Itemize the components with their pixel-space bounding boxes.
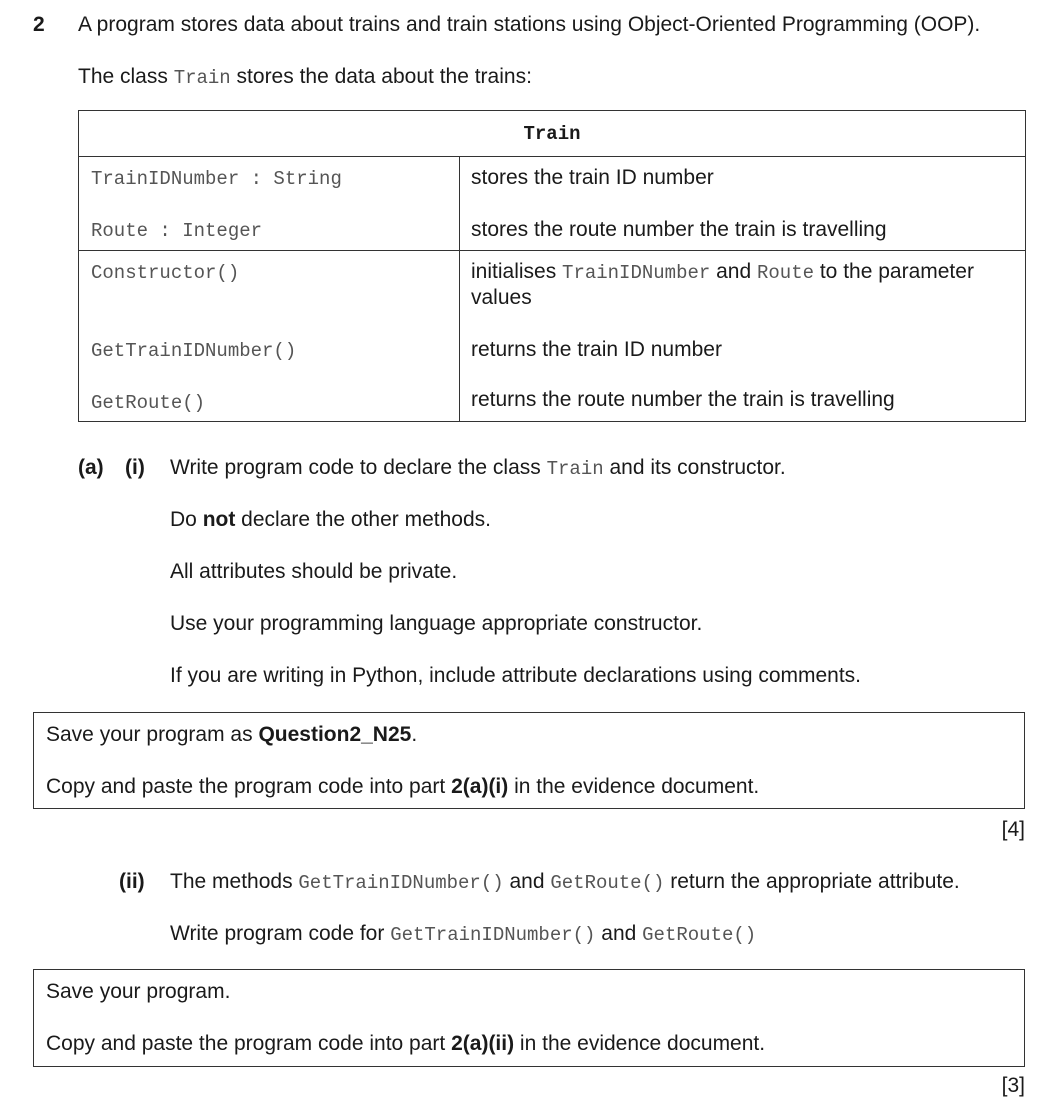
instruction-python: If you are writing in Python, include attribute declarations using comments. xyxy=(170,664,862,687)
method-code: GetTrainIDNumber() xyxy=(91,340,297,362)
evidence-part-ref: 2(a)(ii) xyxy=(451,1032,515,1055)
class-table xyxy=(78,110,1026,422)
box-text: in the evidence document. xyxy=(514,1032,766,1055)
question-intro: A program stores data about trains and train stations using Object-Oriented Programming (OOP). xyxy=(78,13,981,36)
evidence-part-ref: 2(a)(i) xyxy=(451,775,509,798)
instruction-methods-return xyxy=(170,870,960,894)
instruction-write-methods xyxy=(170,922,756,946)
instruction-private: All attributes should be private. xyxy=(170,560,458,583)
save-program-line: Save your program. xyxy=(46,980,231,1003)
instruction-text: and xyxy=(595,922,643,945)
class-table-title: Train xyxy=(523,123,581,145)
instruction-text: Write program code to declare the class xyxy=(170,456,547,479)
save-instruction-box xyxy=(33,712,1025,809)
part-label-ii: (ii) xyxy=(119,870,145,893)
instruction-not-declare xyxy=(170,508,491,532)
instruction-code: Train xyxy=(546,458,604,480)
method-description: returns the route number the train is travelling xyxy=(471,388,895,411)
attribute-description: stores the train ID number xyxy=(471,166,714,189)
instruction-code: GetRoute() xyxy=(550,872,665,894)
table-divider xyxy=(79,156,1025,157)
class-intro-text: The class xyxy=(78,65,174,88)
method-description-code: Route xyxy=(757,262,815,284)
attribute-description: stores the route number the train is travelling xyxy=(471,218,887,241)
marks-label: [4] xyxy=(1001,818,1025,841)
table-divider xyxy=(79,250,1025,251)
save-instruction-box xyxy=(33,969,1025,1067)
marks-label: [3] xyxy=(1001,1074,1025,1097)
method-description: returns the train ID number xyxy=(471,338,722,361)
class-intro-text-end: stores the data about the trains: xyxy=(230,65,532,88)
instruction-code: GetTrainIDNumber() xyxy=(390,924,596,946)
method-description-text: initialises xyxy=(471,260,563,283)
instruction-text: return the appropriate attribute. xyxy=(664,870,960,893)
method-description-continued: values xyxy=(471,286,532,309)
box-text: Save your program as xyxy=(46,723,259,746)
box-text: Copy and paste the program code into part xyxy=(46,1032,452,1055)
instruction-code: GetRoute() xyxy=(642,924,757,946)
method-description-text: to the parameter xyxy=(814,260,974,283)
attribute-code: TrainIDNumber : String xyxy=(91,168,342,190)
box-text: . xyxy=(411,723,418,746)
instruction-text: Do xyxy=(170,508,203,531)
table-column-divider xyxy=(459,156,460,421)
instruction-text: and xyxy=(503,870,551,893)
instruction-text: Write program code for xyxy=(170,922,391,945)
instruction-text: and its constructor. xyxy=(603,456,786,479)
instruction-text: The methods xyxy=(170,870,299,893)
instruction-declare-class xyxy=(170,456,786,480)
class-intro xyxy=(78,65,532,89)
save-program-line xyxy=(46,723,417,747)
box-text: Copy and paste the program code into part xyxy=(46,775,452,798)
box-text: in the evidence document. xyxy=(508,775,760,798)
instruction-emphasis: not xyxy=(202,508,236,531)
class-intro-code: Train xyxy=(173,67,231,89)
copy-paste-line xyxy=(46,1032,765,1056)
method-code: Constructor() xyxy=(91,262,240,284)
method-description-text: and xyxy=(710,260,757,283)
program-filename: Question2_N25 xyxy=(258,723,412,746)
instruction-text: declare the other methods. xyxy=(235,508,491,531)
attribute-code: Route : Integer xyxy=(91,220,263,242)
copy-paste-line xyxy=(46,775,759,799)
method-code: GetRoute() xyxy=(91,392,206,414)
method-description-code: TrainIDNumber xyxy=(562,262,711,284)
instruction-constructor: Use your programming language appropriate constructor. xyxy=(170,612,703,635)
part-label-i: (i) xyxy=(125,456,145,479)
question-number: 2 xyxy=(33,13,45,36)
method-description xyxy=(471,260,974,284)
instruction-code: GetTrainIDNumber() xyxy=(298,872,504,894)
part-label-a: (a) xyxy=(78,456,104,479)
